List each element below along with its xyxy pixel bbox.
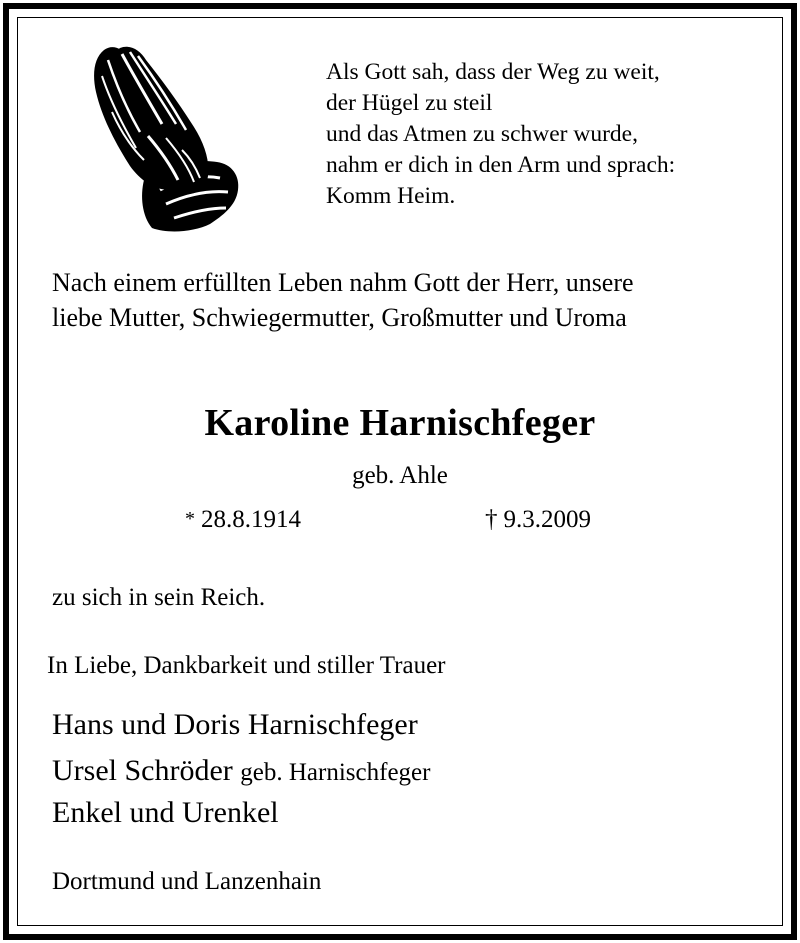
closing-text: zu sich in sein Reich. (52, 584, 266, 611)
birth-star-icon: * (185, 508, 195, 530)
deceased-name: Karoline Harnischfeger (204, 402, 596, 444)
praying-hands-icon (82, 40, 242, 235)
death-cross-icon: † (485, 506, 498, 533)
poem-line: der Hügel zu steil (326, 90, 493, 116)
poem-line: Komm Heim. (326, 183, 456, 209)
family-line-2-maiden: geb. Harnischfeger (240, 759, 431, 786)
place-text: Dortmund und Lanzenhain (52, 868, 322, 895)
birth-date-value: 28.8.1914 (201, 506, 301, 533)
family-line-2 (52, 754, 430, 788)
family-line-2-name: Ursel Schröder (52, 754, 233, 787)
poem (326, 57, 675, 212)
death-date (485, 506, 591, 534)
poem-line: nahm er dich in den Arm und sprach: (326, 152, 676, 178)
maiden-name: geb. Ahle (352, 462, 448, 489)
birth-date (185, 506, 301, 534)
death-date-value: 9.3.2009 (503, 506, 591, 533)
mourning-text: In Liebe, Dankbarkeit und stiller Trauer (47, 652, 446, 679)
intro-text (52, 265, 634, 335)
family-line-1: Hans und Doris Harnischfeger (52, 708, 418, 741)
poem-line: und das Atmen zu schwer wurde, (326, 121, 638, 147)
poem-line: Als Gott sah, dass der Weg zu weit, (326, 59, 660, 85)
intro-line: Nach einem erfüllten Leben nahm Gott der Herr, unsere (52, 268, 634, 297)
intro-line: liebe Mutter, Schwiegermutter, Großmutter und Uroma (52, 303, 627, 332)
family-line-3: Enkel und Urenkel (52, 796, 279, 829)
